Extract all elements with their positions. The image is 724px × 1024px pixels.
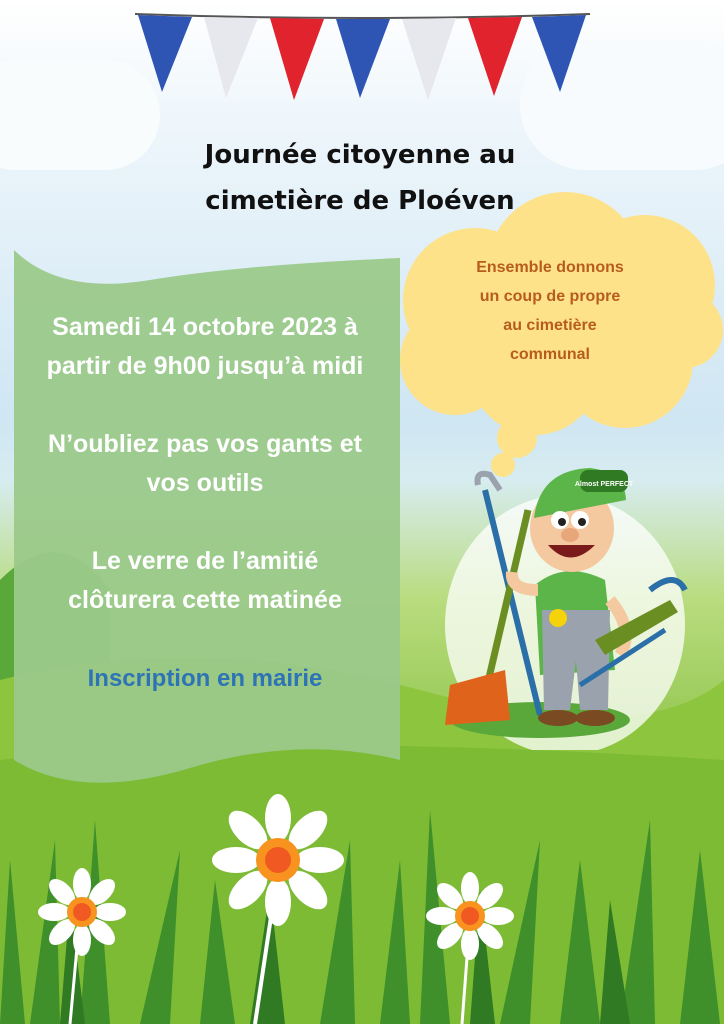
bubble-line-3: au cimetière: [503, 317, 597, 334]
drink-line-2: clôturera cette matinée: [68, 586, 342, 614]
bunting-icon: [0, 0, 724, 110]
registration-text: Inscription en mairie: [87, 665, 323, 692]
event-date-line-2: partir de 9h00 jusqu’à midi: [46, 352, 364, 380]
gardener-illustration-icon: [430, 440, 700, 750]
bubble-line-4: communal: [509, 346, 590, 363]
bubble-text: [440, 253, 660, 369]
event-date-line-1: Samedi 14 octobre 2023 à: [52, 313, 358, 341]
title-line-2: cimetière de Ploéven: [205, 186, 515, 216]
bubble-line-1: Ensemble donnons: [476, 259, 624, 276]
drink-line-1: Le verre de l’amitié: [91, 547, 319, 575]
gloves-line-2: vos outils: [146, 469, 264, 497]
gloves-line-1: N’oubliez pas vos gants et: [48, 430, 362, 458]
drink-paragraph: [20, 542, 390, 620]
bubble-line-2: un coup de propre: [479, 288, 621, 305]
event-date-paragraph: [20, 308, 390, 386]
cap-logo-text: Almost PERFECT: [574, 481, 634, 488]
banner-text: [20, 308, 390, 698]
gloves-paragraph: [20, 425, 390, 503]
title-line-1: Journée citoyenne au: [204, 140, 516, 170]
